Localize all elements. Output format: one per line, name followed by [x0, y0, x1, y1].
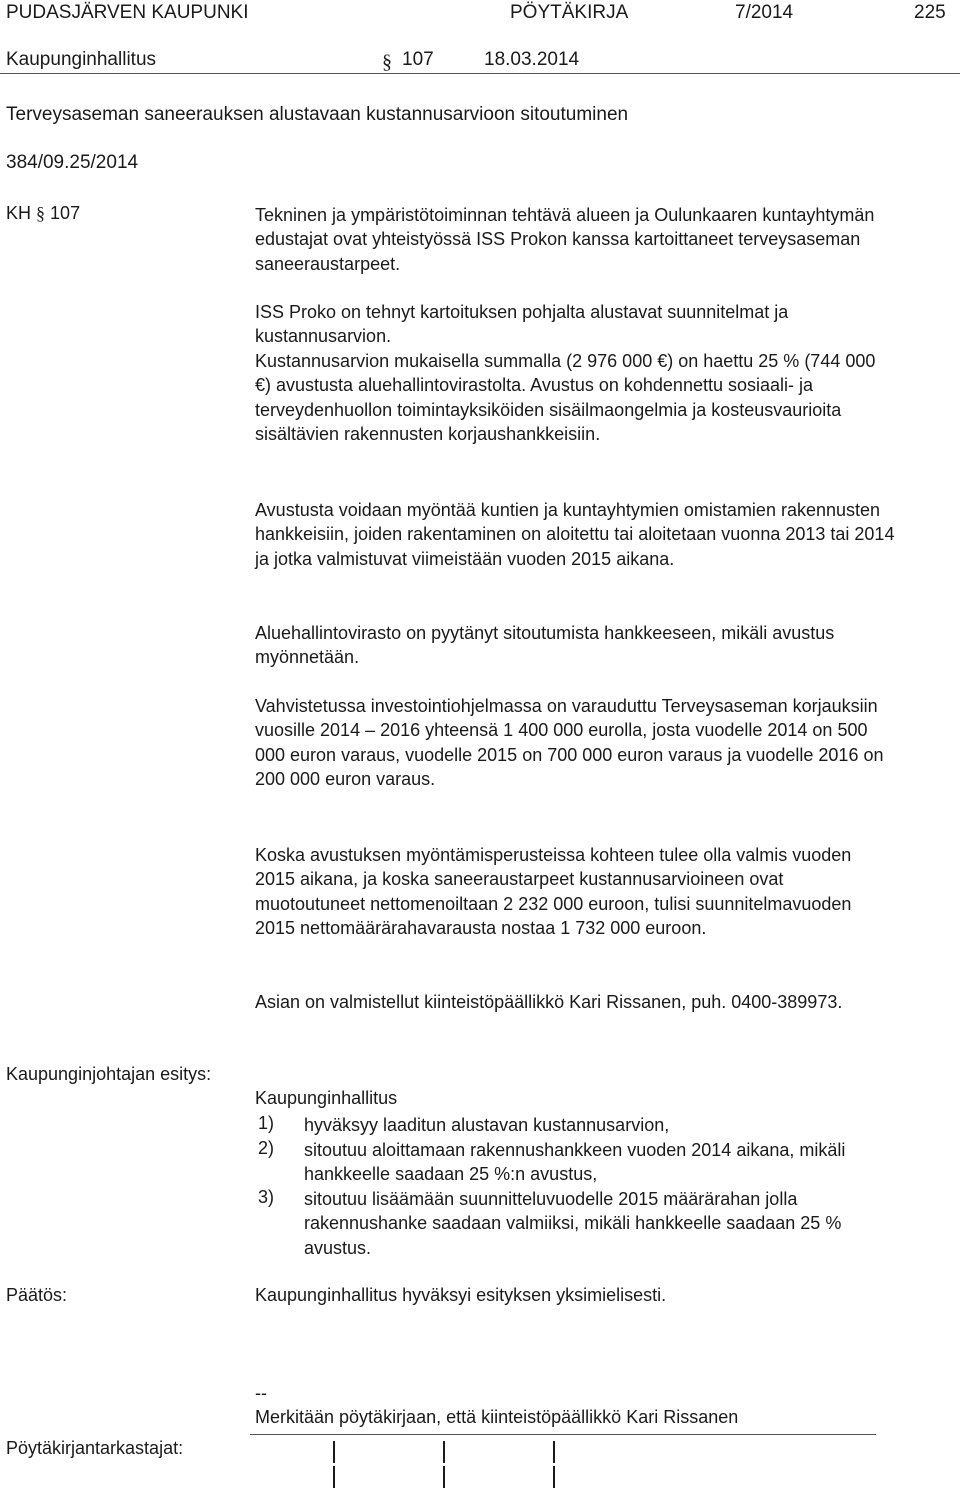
- paragraph-2-text: ISS Proko on tehnyt kartoituksen pohjalta alustavat suunnitelmat ja kustannusarvion.: [255, 302, 789, 347]
- section-sign-icon: [382, 50, 394, 72]
- paragraph-8-text: Asian on valmistellut kiinteistöpäällikkö Kari Rissanen, puh. 0400-389973.: [255, 992, 843, 1012]
- kh-text: KH: [6, 203, 32, 223]
- paragraph-4: [255, 498, 895, 571]
- header-divider: [0, 73, 960, 74]
- footer-label: Pöytäkirjantarkastajat:: [6, 1438, 184, 1458]
- proposal-label: Kaupunginjohtajan esitys:: [6, 1064, 212, 1084]
- page-title: Terveysaseman saneerauksen alustavaan kustannusarvioon sitoutuminen: [6, 104, 629, 125]
- paragraph-4-text: Avustusta voidaan myöntää kuntien ja kuntayhtymien omistamien rakennusten hankkeisiin, joiden rakentaminen on aloitettu tai aloitetaan vuonna 2013 tai 2014 ja jotka valmistuvat viimeistään vuoden 2015 aikana.: [255, 500, 895, 569]
- signature-field-1[interactable]: [333, 1441, 335, 1463]
- paragraph-1-text: Tekninen ja ympäristötoiminnan tehtävä alueen ja Oulunkaaren kuntayhtymän edustajat ovat yhteistyössä ISS Prokon kanssa kartoittaneet terveysaseman saneeraustarpeet.: [255, 205, 875, 274]
- org-name: PUDASJÄRVEN KAUPUNKI: [6, 2, 249, 23]
- note-text: Merkitään pöytäkirjaan, että kiinteistöpäällikkö Kari Rissanen: [255, 1407, 739, 1427]
- paragraph-6: [255, 694, 895, 792]
- signature-field-3[interactable]: [553, 1441, 555, 1463]
- proposal-item-3-num: 3): [258, 1187, 275, 1207]
- page-number: 225: [914, 2, 946, 23]
- paragraph-8: [255, 990, 895, 1014]
- paragraph-3: [255, 349, 895, 447]
- proposal-item-1-text: hyväksyy laaditun alustavan kustannusarvion,: [304, 1115, 670, 1135]
- meeting-date: 18.03.2014: [484, 49, 580, 70]
- paragraph-7: [255, 843, 895, 941]
- signature-field-5[interactable]: [443, 1466, 445, 1488]
- signature-field-2[interactable]: [443, 1441, 445, 1463]
- proposal-intro: Kaupunginhallitus: [255, 1088, 398, 1108]
- proposal-item-2-text: sitoutuu aloittamaan rakennushankkeen vuoden 2014 aikana, mikäli hankkeelle saadaan 25 %:n avustus,: [304, 1140, 846, 1185]
- issue-number: 7/2014: [735, 2, 794, 23]
- signature-field-4[interactable]: [333, 1466, 335, 1488]
- kh-label: [6, 203, 80, 224]
- proposal-item-2-num: 2): [258, 1138, 275, 1158]
- decision-label: Päätös:: [6, 1285, 68, 1305]
- kh-section: 107: [50, 203, 81, 223]
- paragraph-1: [255, 203, 895, 276]
- paragraph-3-text: Kustannusarvion mukaisella summalla (2 976 000 €) on haettu 25 % (744 000 €) avustusta aluehallintovirastolta. Avustus on kohdennettu sosiaali- ja terveydenhuollon toimintayksiköiden sisäilmaongelmia ja kosteusvaurioita sisältävien rakennusten korjaushankkeisiin.: [255, 351, 876, 445]
- paragraph-5-text: Aluehallintovirasto on pyytänyt sitoutumista hankkeeseen, mikäli avustus myönnetään.: [255, 623, 835, 668]
- section-number: 107: [402, 49, 434, 70]
- svg-text:§: §: [382, 51, 392, 72]
- note-dash: --: [255, 1383, 267, 1403]
- paragraph-2: [255, 300, 895, 349]
- proposal-item-1-num: 1): [258, 1113, 275, 1133]
- footer-divider: [250, 1434, 876, 1435]
- record-id: 384/09.25/2014: [6, 152, 139, 173]
- meeting-body: Kaupunginhallitus: [6, 49, 157, 70]
- decision-text: Kaupunginhallitus hyväksyi esityksen yksimielisesti.: [255, 1285, 667, 1305]
- section-sign-icon: §: [36, 203, 46, 223]
- paragraph-5: [255, 621, 895, 670]
- signature-field-6[interactable]: [553, 1466, 555, 1488]
- doc-type: PÖYTÄKIRJA: [510, 2, 629, 23]
- paragraph-6-text: Vahvistetussa investointiohjelmassa on varauduttu Terveysaseman korjauksiin vuosille 2014 – 2016 yhteensä 1 400 000 eurolla, josta vuodelle 2014 on 500 000 euron varaus, vuodelle 2015 on 700 000 euron varaus ja vuodelle 2016 on 200 000 euron varaus.: [255, 696, 884, 790]
- proposal-item-3-text: sitoutuu lisäämään suunnitteluvuodelle 2015 määrärahan jolla rakennushanke saadaan valmiiksi, mikäli hankkeelle saadaan 25 % avustus.: [304, 1189, 842, 1258]
- paragraph-7-text: Koska avustuksen myöntämisperusteissa kohteen tulee olla valmis vuoden 2015 aikana, ja koska saneeraustarpeet kustannusarvioineen ovat muotoutuneet nettomenoiltaan 2 232 000 euroon, tulisi suunnitelmavuoden 2015 nettomäärärahavarausta nostaa 1 732 000 euroon.: [255, 845, 852, 939]
